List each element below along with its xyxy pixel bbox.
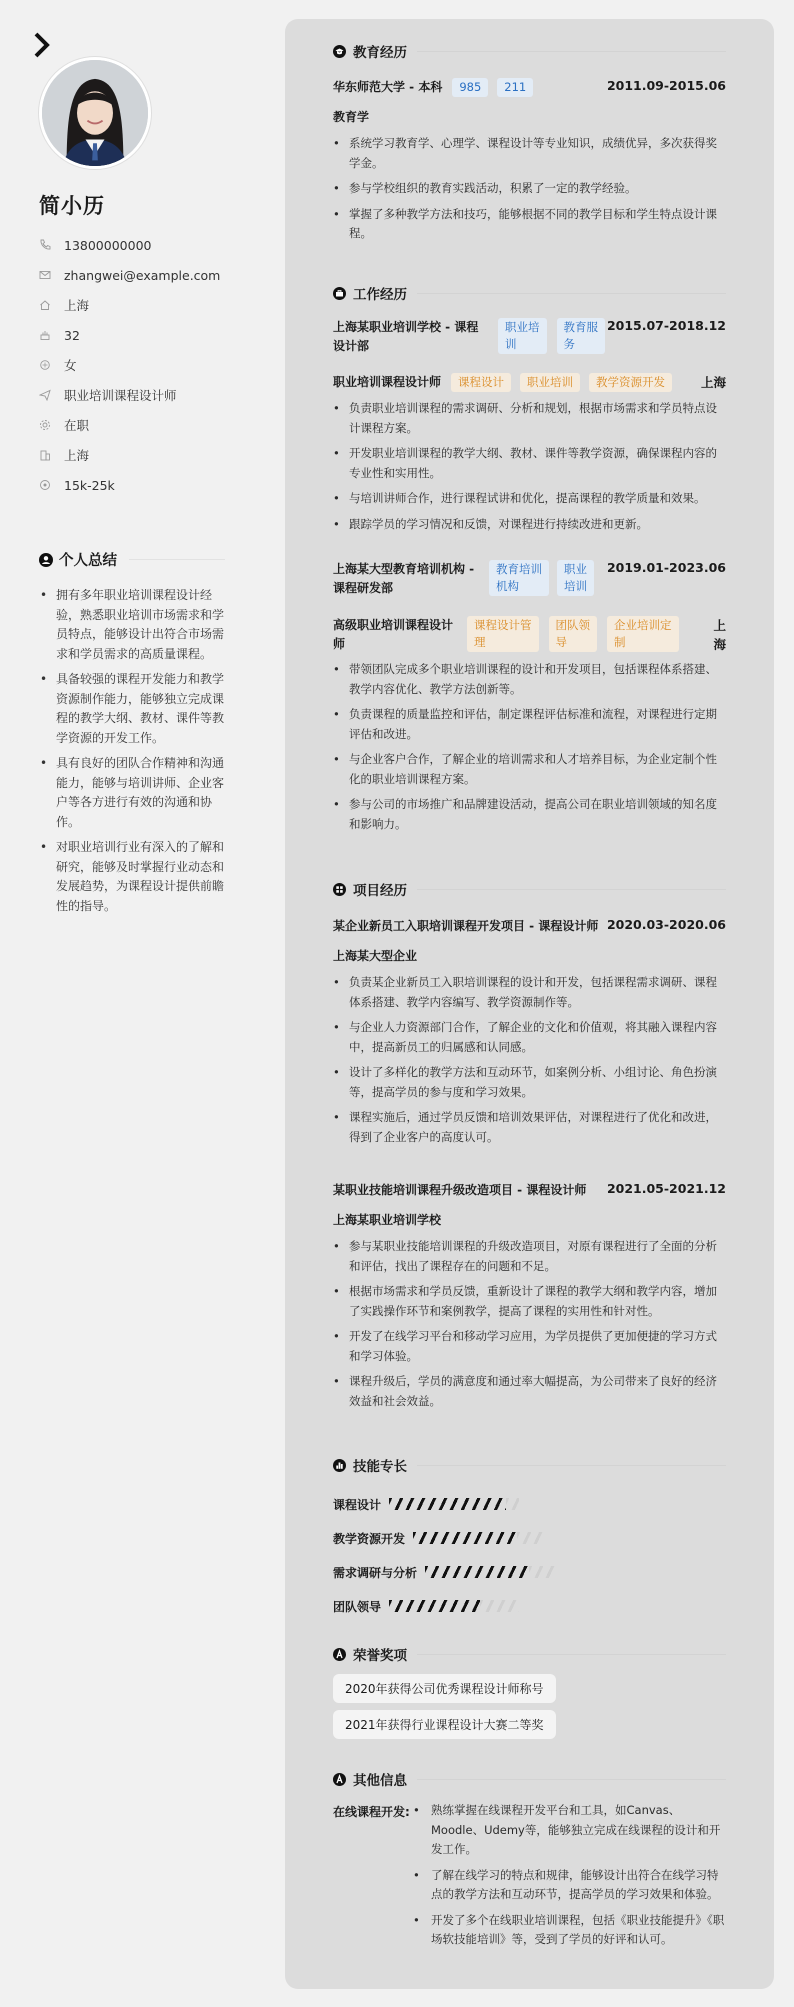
other-label: 在线课程开发: (333, 1805, 410, 1819)
job-target-item (39, 380, 259, 410)
age-text: 32 (64, 327, 80, 343)
role-tag: 团队领 导 (549, 616, 598, 652)
job-tag: 教育培训 机构 (489, 560, 549, 596)
skill-level-bar (413, 1532, 517, 1544)
school-tag: 211 (497, 78, 533, 97)
award-item: 2021年获得行业课程设计大赛二等奖 (333, 1710, 556, 1739)
project-bullets (333, 1237, 726, 1417)
phone-item (39, 230, 259, 260)
list-item: • 与企业人力资源部门合作，了解企业的文化和价值观，将其融入课程内容中，提高新员工的归属感和认同感。 (333, 1018, 726, 1057)
salary-text: 15k-25k (64, 477, 115, 493)
role-tag: 教学资源开发 (589, 373, 672, 392)
summary-section-title: 个人总结 (39, 549, 225, 574)
list-item: • 熟练掌握在线课程开发平台和工具，如Canvas、Moodle、Udemy等，能够独立完成在线课程的设计和开发工作。 (413, 1801, 725, 1860)
job-tag: 职业培 训 (498, 318, 547, 354)
skill-level-bar (389, 1600, 480, 1612)
grid-icon (333, 883, 346, 896)
email-text: zhangwei@example.com (64, 267, 221, 283)
list-item: • 课程实施后，通过学员反馈和培训效果评估，对课程进行了优化和改进，得到了企业客户的高度认可。 (333, 1108, 726, 1147)
job-tag: 教育服 务 (557, 318, 606, 354)
location-text: 上海 (64, 298, 90, 313)
coin-icon (39, 479, 51, 491)
other-bullets (413, 1801, 725, 1956)
role-tag: 职业培训 (520, 373, 580, 392)
project-head (333, 917, 726, 936)
list-item: • 负责某企业新员工入职培训课程的设计和开发，包括课程需求调研、课程体系搭建、教学内容编写、教学资源制作等。 (333, 973, 726, 1012)
job-role-row (333, 373, 726, 392)
list-item: • 根据市场需求和学员反馈，重新设计了课程的教学大纲和教学内容，增加了实践操作环节和案例教学，提高了课程的实用性和针对性。 (333, 1282, 726, 1321)
list-item: • 掌握了多种教学方法和技巧，能够根据不同的教学目标和学生特点设计课程。 (333, 205, 726, 244)
city-text: 上海 (64, 448, 90, 463)
skill-name: 团队领导 (333, 1599, 382, 1614)
send-icon (39, 389, 51, 401)
gender-icon (39, 359, 51, 371)
list-item: • 跟踪学员的学习情况和反馈，对课程进行持续改进和更新。 (333, 515, 726, 535)
gender-text: 女 (64, 358, 77, 373)
skill-name: 需求调研与分析 (333, 1565, 418, 1580)
other-section-title: 其他信息 (333, 1769, 726, 1789)
list-item: • 开发了在线学习平台和移动学习应用，为学员提供了更加便捷的学习方式和学习体验。 (333, 1327, 726, 1366)
skill-level-rest (506, 1498, 519, 1510)
summary-item: • 拥有多年职业培训课程设计经验，熟悉职业培训市场需求和学员特点，能够设计出符合市场需求和学员需求的高质量课程。 (40, 586, 230, 664)
list-item: • 开发了多个在线职业培训课程，包括《职业技能提升》《职场软技能培训》等，受到了学员的好评和认可。 (413, 1911, 725, 1950)
skill-name: 课程设计 (333, 1497, 382, 1512)
list-item: • 开发职业培训课程的教学大纲、教材、课件等教学资源，确保课程内容的专业性和实用性。 (333, 444, 726, 483)
home-icon (39, 299, 51, 311)
role-tag: 企业培训定 制 (607, 616, 679, 652)
list-item: • 参与学校组织的教育实践活动，积累了一定的教学经验。 (333, 179, 726, 199)
sidebar (0, 0, 270, 2007)
email-icon (39, 269, 51, 281)
project-date: 2021.05-2021.12 (606, 1181, 726, 1196)
job-bullets (333, 399, 726, 540)
project-client: 上海某职业培训学校 (333, 1213, 442, 1227)
project-client: 上海某大型企业 (333, 949, 418, 963)
job-city: 上 海 (713, 618, 726, 652)
skill-row (333, 1528, 543, 1548)
project-date: 2020.03-2020.06 (606, 917, 726, 932)
project-bullets (333, 973, 726, 1153)
list-item: • 负责课程的质量监控和评估，制定课程评估标准和流程，对课程进行定期评估和改进。 (333, 705, 726, 744)
job-role: 职业培训课程设计师 (333, 375, 442, 389)
project-name: 某企业新员工入职培训课程开发项目 - 课程设计师 (333, 919, 599, 933)
summary-item: • 具有良好的团队合作精神和沟通能力，能够与培训讲师、企业客户等各方进行有效的沟通和协作。 (40, 754, 230, 832)
work-section-title: 工作经历 (333, 283, 726, 303)
job-target-text: 职业培训课程设计师 (64, 388, 177, 403)
job-role: 高级职业培训课程设计 师 (333, 618, 454, 651)
skills-section-title: 技能专长 (333, 1455, 726, 1475)
salary-item (39, 470, 259, 500)
project-head (333, 1181, 726, 1200)
chart-icon (333, 1459, 346, 1472)
location-item (39, 290, 259, 320)
skill-row (333, 1596, 519, 1616)
skill-level-rest (480, 1600, 519, 1612)
status-text: 在职 (64, 418, 90, 433)
education-head (333, 78, 726, 97)
job-bullets (333, 660, 726, 840)
summary-item: • 具备较强的课程开发能力和教学资源制作能力，能够独立完成课程的教学大纲、教材、课件等教学资源的开发工作。 (40, 670, 230, 748)
awards-section-title: 荣誉奖项 (333, 1644, 726, 1664)
project-name: 某职业技能培训课程升级改造项目 - 课程设计师 (333, 1183, 587, 1197)
skill-row (333, 1494, 519, 1514)
list-item: • 设计了多样化的教学方法和互动环节，如案例分析、小组讨论、角色扮演等，提高学员的参与度和学习效果。 (333, 1063, 726, 1102)
briefcase-icon (333, 287, 346, 300)
role-tag: 课程设计管 理 (467, 616, 539, 652)
building-icon (39, 449, 51, 461)
cake-icon (39, 329, 51, 341)
education-section-title: 教育经历 (333, 41, 726, 61)
award-icon (333, 1648, 346, 1661)
gear-icon (39, 419, 51, 431)
phone-icon (39, 239, 51, 251)
user-circle-icon (39, 553, 53, 567)
phone-text: 13800000000 (64, 237, 152, 253)
education-bullets (333, 134, 726, 250)
school-name: 华东师范大学 - 本科 (333, 80, 443, 94)
skill-level-rest (517, 1532, 543, 1544)
job-org: 上海某职业培训学校 - 课程 设计部 (333, 320, 479, 353)
job-org: 上海某大型教育培训机构 - 课程研发部 (333, 562, 475, 595)
job-role-row (333, 616, 726, 654)
school-tag: 985 (452, 78, 488, 97)
list-item: • 系统学习教育学、心理学、课程设计等专业知识，成绩优异，多次获得奖学金。 (333, 134, 726, 173)
skill-level-bar (389, 1498, 506, 1510)
skill-name: 教学资源开发 (333, 1531, 406, 1546)
list-item: • 带领团队完成多个职业培训课程的设计和开发项目，包括课程体系搭建、教学内容优化、教学方法创新等。 (333, 660, 726, 699)
job-city: 上海 (700, 375, 726, 390)
city-item (39, 440, 259, 470)
summary-list (40, 586, 230, 922)
education-date: 2011.09-2015.06 (606, 78, 726, 93)
list-item: • 了解在线学习的特点和规律，能够设计出符合在线学习特点的教学方法和互动环节，提高学员的学习效果和体验。 (413, 1866, 725, 1905)
list-item: • 参与公司的市场推广和品牌建设活动，提高公司在职业培训领域的知名度和影响力。 (333, 795, 726, 834)
gender-item (39, 350, 259, 380)
skill-row (333, 1562, 555, 1582)
logo-chevron-icon (34, 32, 50, 58)
education-major: 教育学 (333, 110, 370, 124)
job-tag: 职业 培训 (557, 560, 594, 596)
award-item: 2020年获得公司优秀课程设计师称号 (333, 1674, 556, 1703)
job-head (333, 318, 726, 356)
list-item: • 与培训讲师合作，进行课程试讲和优化，提高课程的教学质量和效果。 (333, 489, 726, 509)
contact-info-list (39, 230, 259, 500)
info-icon (333, 1773, 346, 1786)
avatar (39, 57, 151, 169)
job-date: 2019.01-2023.06 (606, 560, 726, 575)
list-item: • 参与某职业技能培训课程的升级改造项目，对原有课程进行了全面的分析和评估，找出了课程存在的问题和不足。 (333, 1237, 726, 1276)
projects-section-title: 项目经历 (333, 879, 726, 899)
skill-level-rest (529, 1566, 555, 1578)
skill-level-bar (425, 1566, 529, 1578)
list-item: • 课程升级后，学员的满意度和通过率大幅提高，为公司带来了良好的经济效益和社会效益。 (333, 1372, 726, 1411)
list-item: • 负责职业培训课程的需求调研、分析和规划，根据市场需求和学员特点设计课程方案。 (333, 399, 726, 438)
summary-item: • 对职业培训行业有深入的了解和研究，能够及时掌握行业动态和发展趋势，为课程设计提供前瞻性的指导。 (40, 838, 230, 916)
main-panel (285, 19, 774, 1989)
job-head (333, 560, 726, 598)
age-item (39, 320, 259, 350)
graduation-cap-icon (333, 45, 346, 58)
email-item (39, 260, 259, 290)
role-tag: 课程设计 (451, 373, 511, 392)
status-item (39, 410, 259, 440)
list-item: • 与企业客户合作，了解企业的培训需求和人才培养目标，为企业定制个性化的职业培训课程方案。 (333, 750, 726, 789)
profile-name: 简小历 (39, 194, 105, 218)
job-date: 2015.07-2018.12 (606, 318, 726, 333)
